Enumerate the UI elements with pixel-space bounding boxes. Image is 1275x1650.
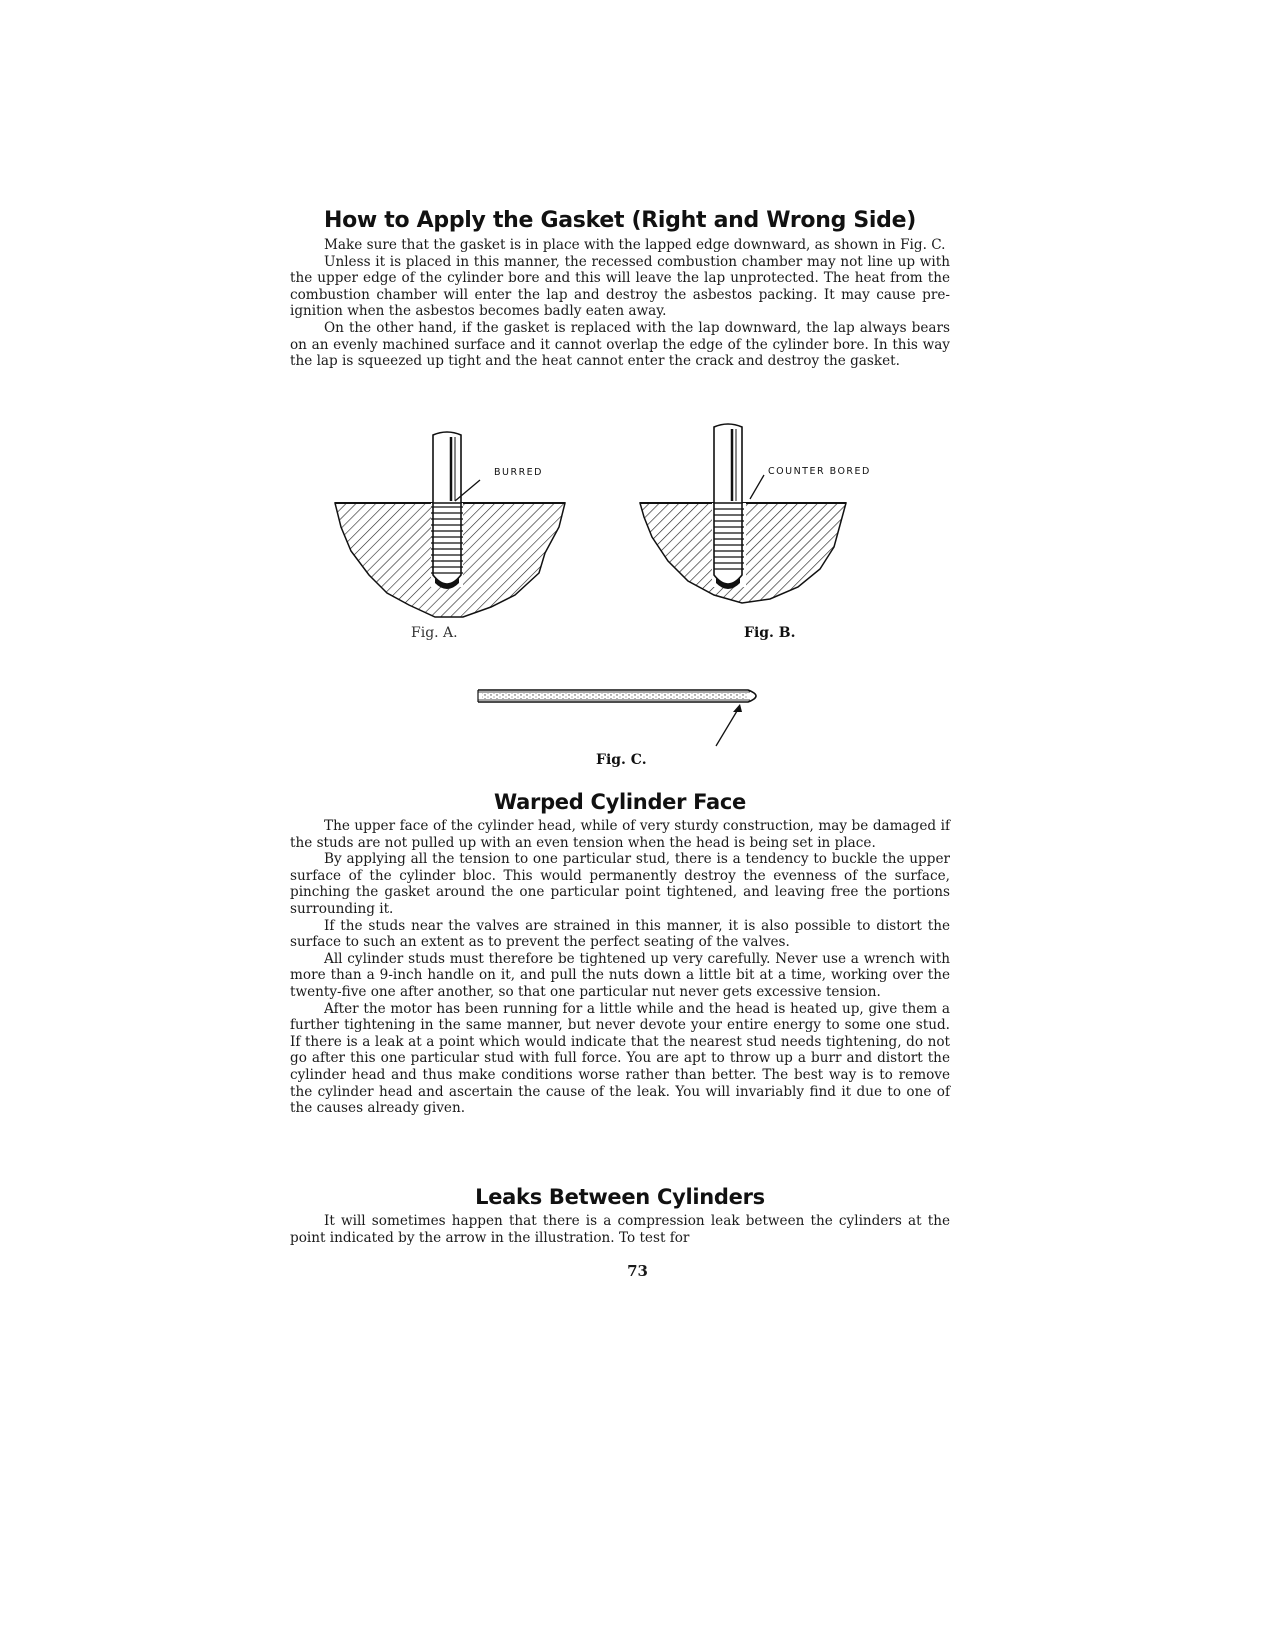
gasket-body [290, 237, 950, 370]
page-number: 73 [627, 1262, 648, 1280]
callout-counter-bored: COUNTER BORED [768, 466, 871, 477]
paragraph: After the motor has been running for a little while and the head is heated up, give them a further tightening in the same manner, but never devote your entire energy to some one stud. If there is a leak at a point which would indicate that the nearest stud needs tightening, do not go after this one particular stud with full force. You are apt to throw up a burr and distort the cylinder head and thus make conditions worse rather than better. The best way is to remove the cylinder head and ascertain the cause of the leak. You will invariably find it due to one of the causes already given. [290, 1000, 950, 1117]
paragraph: All cylinder studs must therefore be tightened up very carefully. Never use a wrench with more than a 9-inch handle on it, and pull the nuts down a little bit at a time, working over the twenty-five one after another, so that one particular nut never gets excessive tension. [290, 950, 950, 1000]
caption-fig-a: Fig. A. [411, 625, 458, 641]
paragraph: Make sure that the gasket is in place with the lapped edge downward, as shown in Fig. C. [324, 237, 946, 253]
heading-warped-cylinder-face: Warped Cylinder Face [494, 790, 746, 814]
paragraph: If the studs near the valves are strained in this manner, it is also possible to distort the surface to such an extent as to prevent the perfect seating of the valves. [290, 917, 950, 951]
paragraph: By applying all the tension to one particular stud, there is a tendency to buckle the upper surface of the cylinder bloc. This would permanently destroy the evenness of the surface, pinching the gasket around the one particular point tightened, and leaving free the portions surrounding it. [290, 851, 950, 917]
figure-b-counterbored-stud [638, 425, 878, 635]
paragraph: On the other hand, if the gasket is replaced with the lap downward, the lap always bears on an evenly machined surface and it cannot overlap the edge of the cylinder bore. In this way the lap is squeezed up tight and the heat cannot enter the crack and destroy the gasket. [290, 319, 950, 370]
heading-leaks-between-cylinders: Leaks Between Cylinders [475, 1185, 765, 1209]
paragraph: The upper face of the cylinder head, while of very sturdy construction, may be damaged if the studs are not pulled up with an even tension when the head is being set in place. [290, 818, 950, 851]
section-warped-face [290, 790, 950, 1117]
heading-apply-gasket: How to Apply the Gasket (Right and Wrong Side) [323, 208, 917, 233]
callout-burred: BURRED [494, 467, 543, 478]
paragraph: It will sometimes happen that there is a compression leak between the cylinders at the point indicated by the arrow in the illustration. To test for [290, 1213, 950, 1246]
section-leaks-between-cylinders [290, 1185, 950, 1246]
section-gasket [290, 208, 950, 370]
warped-body [290, 818, 950, 1117]
paragraph: Unless it is placed in this manner, the recessed combustion chamber may not line up with the upper edge of the cylinder bore and this will leave the lap unprotected. The heat from the combustion chamber will enter the lap and destroy the asbestos packing. It may cause pre-ignition when the asbestos becomes badly eaten away. [290, 253, 950, 320]
leaks-body [290, 1213, 950, 1246]
caption-fig-b: Fig. B. [744, 625, 796, 641]
caption-fig-c: Fig. C. [596, 752, 647, 768]
